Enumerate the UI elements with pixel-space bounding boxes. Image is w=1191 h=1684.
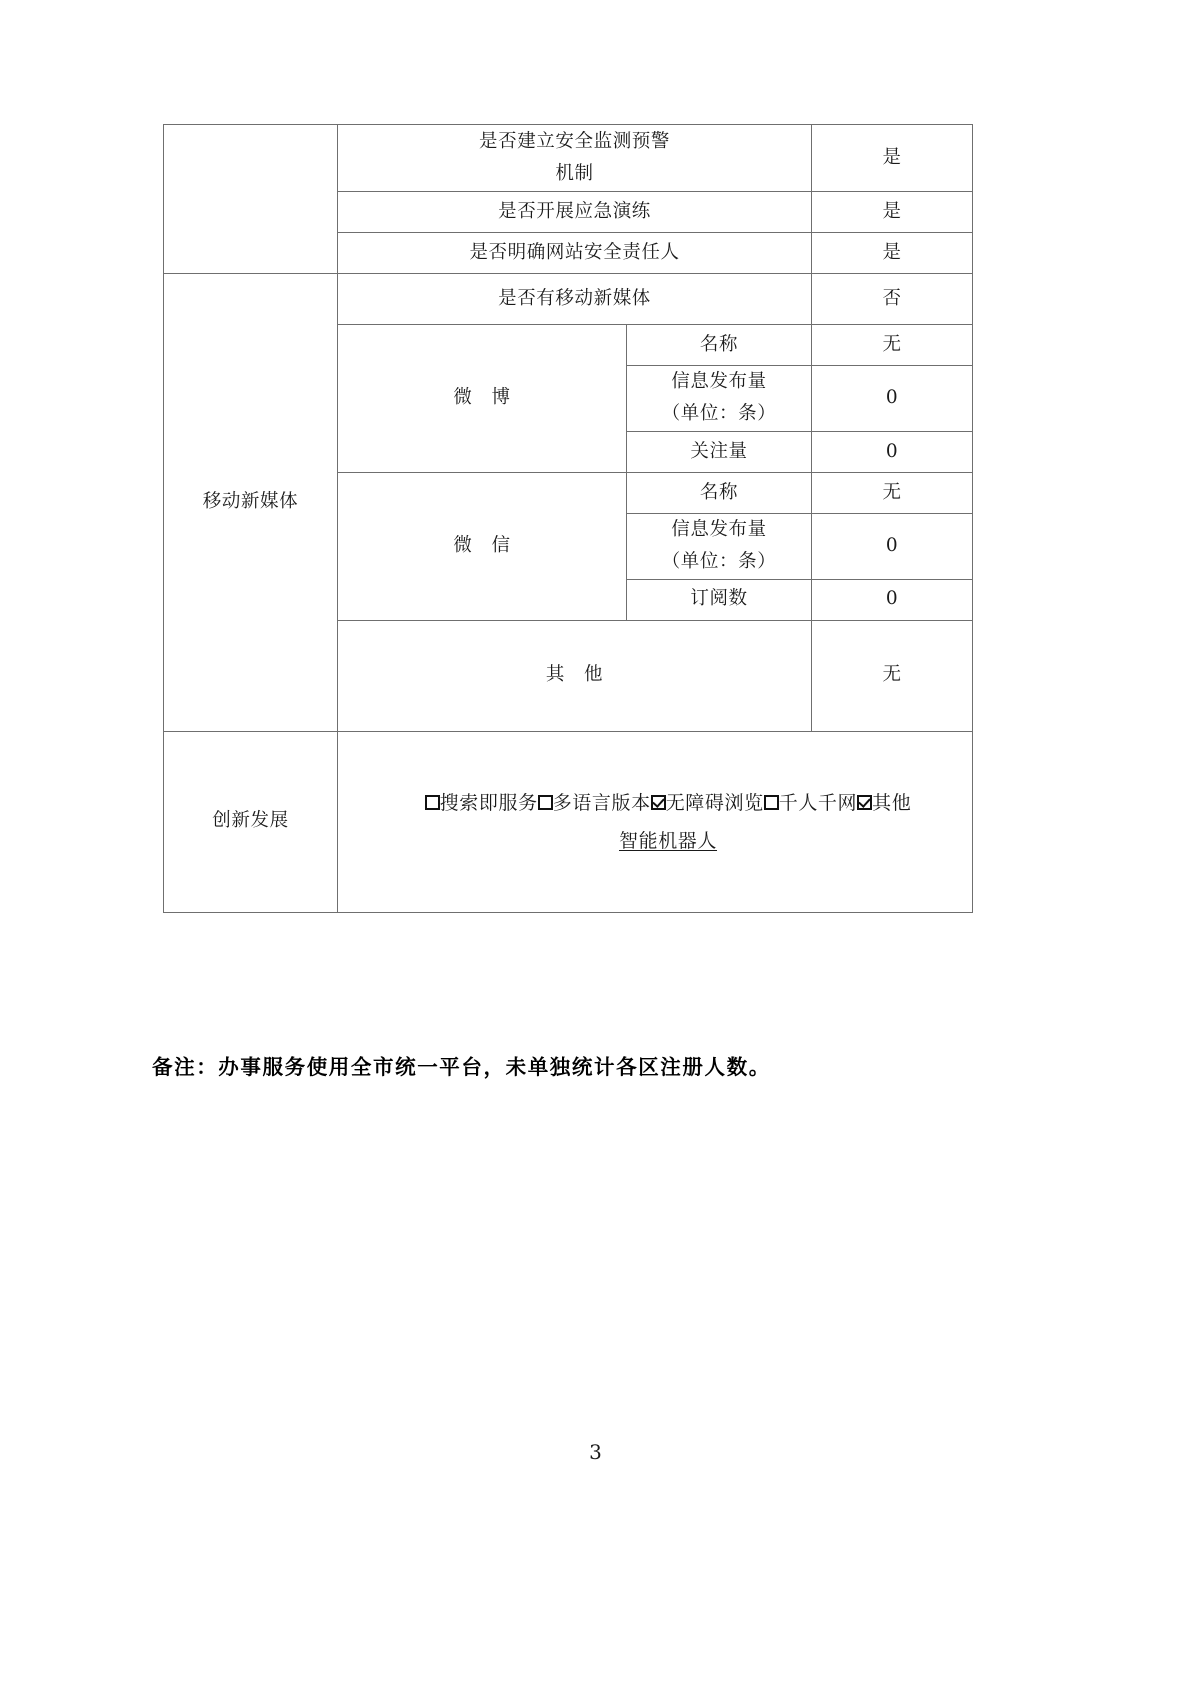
table-row [164,274,973,325]
metric-value-weibo-followers: 0 [812,431,973,472]
subsection-label-other-media: 其 他 [338,620,812,731]
metric-label-line2: （单位：条） [661,551,777,573]
option-other[interactable]: 其他 [857,792,911,814]
subsection-value-other-media: 无 [812,620,973,731]
option-accessible-browsing[interactable]: 无障碍浏览 [651,792,764,814]
metric-label-weixin-name: 名称 [627,472,812,513]
section-label-innovation: 创新发展 [164,731,338,912]
table-row [164,731,973,912]
subsection-label-weibo: 微 博 [338,325,627,473]
checkbox-unchecked-icon[interactable] [538,795,553,810]
table-row [164,125,973,192]
row-label-line1: 是否建立安全监测预警 [479,130,671,152]
option-personalized-sites[interactable]: 千人千网 [764,792,857,814]
metric-label-weibo-name: 名称 [627,325,812,366]
row-label-security-owner: 是否明确网站安全责任人 [338,233,812,274]
innovation-options-cell [338,731,973,912]
row-label-line2: 机制 [555,163,594,184]
annual-report-table [163,124,973,913]
metric-label-weibo-posts [627,366,812,432]
metric-value-weixin-posts: 0 [812,513,973,579]
metric-value-weibo-posts: 0 [812,366,973,432]
option-multi-language[interactable]: 多语言版本 [538,792,651,814]
metric-label-weixin-posts [627,513,812,579]
innovation-other-text: 智能机器人 [619,829,718,852]
row-value-emergency-drill: 是 [812,192,973,233]
metric-label-line1: 信息发布量 [671,371,767,392]
row-label-security-warning [338,125,812,192]
page-number: 3 [589,1440,602,1464]
row-value-security-warning: 是 [812,125,973,192]
row-label-has-mobile-media: 是否有移动新媒体 [338,274,812,325]
row-label-emergency-drill: 是否开展应急演练 [338,192,812,233]
metric-label-line2: （单位：条） [661,403,777,425]
section-label-mobile-new-media: 移动新媒体 [164,274,338,732]
row-value-has-mobile-media: 否 [812,274,973,325]
metric-value-weixin-subscribers: 0 [812,579,973,620]
innovation-options-list [338,784,972,860]
metric-value-weibo-name: 无 [812,325,973,366]
metric-label-line1: 信息发布量 [671,518,767,540]
footnote-remark: 备注：办事服务使用全市统一平台，未单独统计各区注册人数。 [152,1055,771,1079]
checkbox-unchecked-icon[interactable] [764,795,779,810]
checkbox-checked-icon[interactable] [651,795,666,810]
subsection-label-weixin: 微 信 [338,472,627,620]
metric-label-weixin-subscribers: 订阅数 [627,579,812,620]
row-value-security-owner: 是 [812,233,973,274]
metric-value-weixin-name: 无 [812,472,973,513]
checkbox-unchecked-icon[interactable] [425,795,440,810]
checkbox-checked-icon[interactable] [857,795,872,810]
security-section-label-cell [164,125,338,274]
option-search-as-service[interactable]: 搜索即服务 [425,792,538,814]
metric-label-weibo-followers: 关注量 [627,431,812,472]
